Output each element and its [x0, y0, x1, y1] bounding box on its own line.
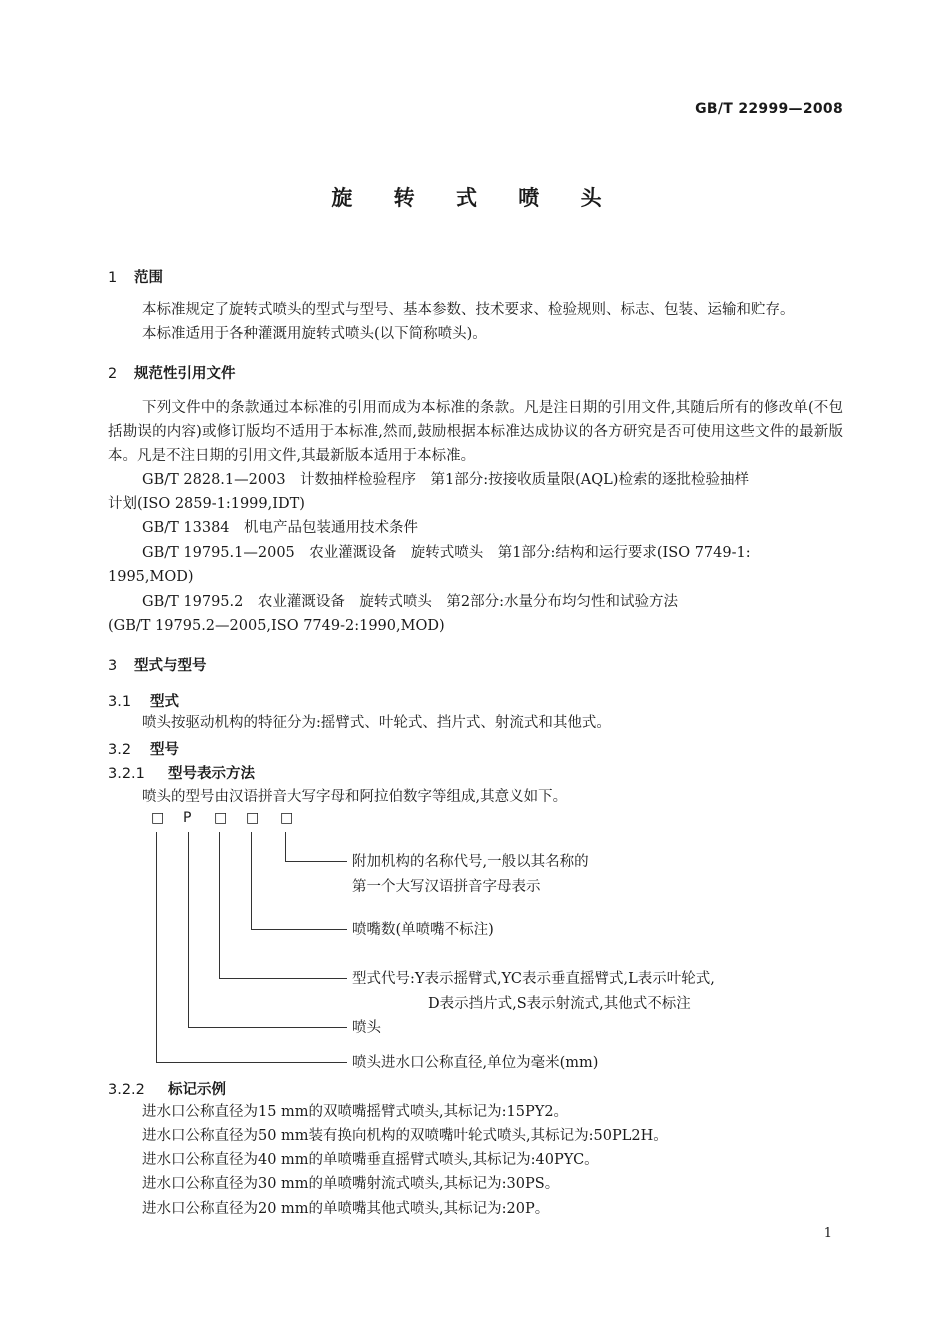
section-number: 1 — [108, 270, 118, 286]
paragraph: 下列文件中的条款通过本标准的引用而成为本标准的条款。凡是注日期的引用文件,其随后所有的修改单(不包括勘误的内容)或修订版均不适用于本标准,然而,鼓励根据本标准达成协议的各方研究是否可使用这些文件的最新版本。凡是不注日期的引用文件,其最新版本适用于本标准。 — [108, 400, 843, 464]
diagram-label-attachment: 附加机构的名称代号,一般以其名称的 — [352, 854, 589, 870]
diagram-label-attachment-cont: 第一个大写汉语拼音字母表示 — [352, 879, 541, 895]
section-title: 型式与型号 — [134, 658, 207, 674]
section-number: 3 — [108, 658, 118, 674]
section-number: 3.2.1 — [108, 766, 145, 782]
subsection-3-2-1-heading — [108, 762, 255, 783]
diagram-label-type-cont: D表示挡片式,S表示射流式,其他式不标注 — [428, 996, 691, 1012]
leader-line — [251, 929, 347, 930]
reference-item-cont: 1995,MOD) — [108, 569, 194, 585]
marking-example: 进水口公称直径为40 mm的单喷嘴垂直摇臂式喷头,其标记为:40PYC。 — [142, 1152, 599, 1168]
box-nozzles: □ — [246, 810, 260, 826]
marking-example: 进水口公称直径为20 mm的单喷嘴其他式喷头,其标记为:20P。 — [142, 1201, 550, 1217]
box-attachment: □ — [280, 810, 294, 826]
subsection-3-2-2-heading — [108, 1078, 226, 1099]
subsection-3-2-heading — [108, 738, 179, 759]
section-2-heading — [108, 362, 236, 383]
box-diameter: □ — [151, 810, 165, 826]
box-type: □ — [214, 810, 228, 826]
diagram-label-nozzles: 喷嘴数(单喷嘴不标注) — [352, 922, 494, 938]
paragraph: 喷头按驱动机构的特征分为:摇臂式、叶轮式、挡片式、射流式和其他式。 — [142, 715, 611, 731]
document-title: 旋 转 式 喷 头 — [331, 186, 619, 210]
section-title: 型号 — [150, 742, 179, 758]
standard-code: GB/T 22999—2008 — [695, 101, 843, 117]
reference-item: GB/T 19795.1—2005 农业灌溉设备 旋转式喷头 第1部分:结构和运行要求(ISO 7749-1: — [142, 545, 751, 561]
section-number: 3.2.2 — [108, 1082, 145, 1098]
marking-example: 进水口公称直径为50 mm装有换向机构的双喷嘴叶轮式喷头,其标记为:50PL2H。 — [142, 1128, 668, 1144]
marking-example: 进水口公称直径为30 mm的单喷嘴射流式喷头,其标记为:30PS。 — [142, 1176, 560, 1192]
reference-item-cont: (GB/T 19795.2—2005,ISO 7749-2:1990,MOD) — [108, 618, 445, 634]
leader-line — [188, 832, 189, 1027]
letter-p: P — [183, 810, 192, 826]
section-number: 3.1 — [108, 694, 132, 710]
leader-line — [251, 832, 252, 929]
leader-line — [188, 1027, 347, 1028]
leader-line — [156, 832, 157, 1062]
section-title: 规范性引用文件 — [134, 366, 236, 382]
reference-item: GB/T 2828.1—2003 计数抽样检验程序 第1部分:按接收质量限(AQL)检索的逐批检验抽样 — [142, 472, 749, 488]
page-number: 1 — [823, 1226, 832, 1241]
section-1-heading — [108, 266, 163, 287]
leader-line — [219, 978, 347, 979]
section-title: 标记示例 — [168, 1082, 226, 1098]
paragraph: 本标准适用于各种灌溉用旋转式喷头(以下简称喷头)。 — [142, 326, 487, 342]
section-title: 范围 — [134, 270, 163, 286]
diagram-label-diameter: 喷头进水口公称直径,单位为毫米(mm) — [352, 1055, 599, 1071]
section-3-heading — [108, 654, 207, 675]
diagram-label-type: 型式代号:Y表示摇臂式,YC表示垂直摇臂式,L表示叶轮式, — [352, 971, 715, 987]
leader-line — [285, 832, 286, 861]
leader-line — [219, 832, 220, 978]
section-number: 3.2 — [108, 742, 132, 758]
reference-item: GB/T 19795.2 农业灌溉设备 旋转式喷头 第2部分:水量分布均匀性和试验方法 — [142, 594, 678, 610]
marking-example: 进水口公称直径为15 mm的双喷嘴摇臂式喷头,其标记为:15PY2。 — [142, 1104, 569, 1120]
subsection-3-1-heading — [108, 690, 179, 711]
diagram-label-sprinkler: 喷头 — [352, 1020, 381, 1036]
section-title: 型号表示方法 — [168, 766, 255, 782]
leader-line — [285, 861, 347, 862]
section-number: 2 — [108, 366, 118, 382]
leader-line — [156, 1062, 347, 1063]
paragraph: 喷头的型号由汉语拼音大写字母和阿拉伯数字等组成,其意义如下。 — [142, 789, 568, 805]
reference-item: GB/T 13384 机电产品包装通用技术条件 — [142, 520, 419, 536]
reference-item-cont: 计划(ISO 2859-1:1999,IDT) — [108, 496, 305, 512]
paragraph: 本标准规定了旋转式喷头的型式与型号、基本参数、技术要求、检验规则、标志、包装、运输和贮存。 — [142, 302, 795, 318]
section-title: 型式 — [150, 694, 179, 710]
